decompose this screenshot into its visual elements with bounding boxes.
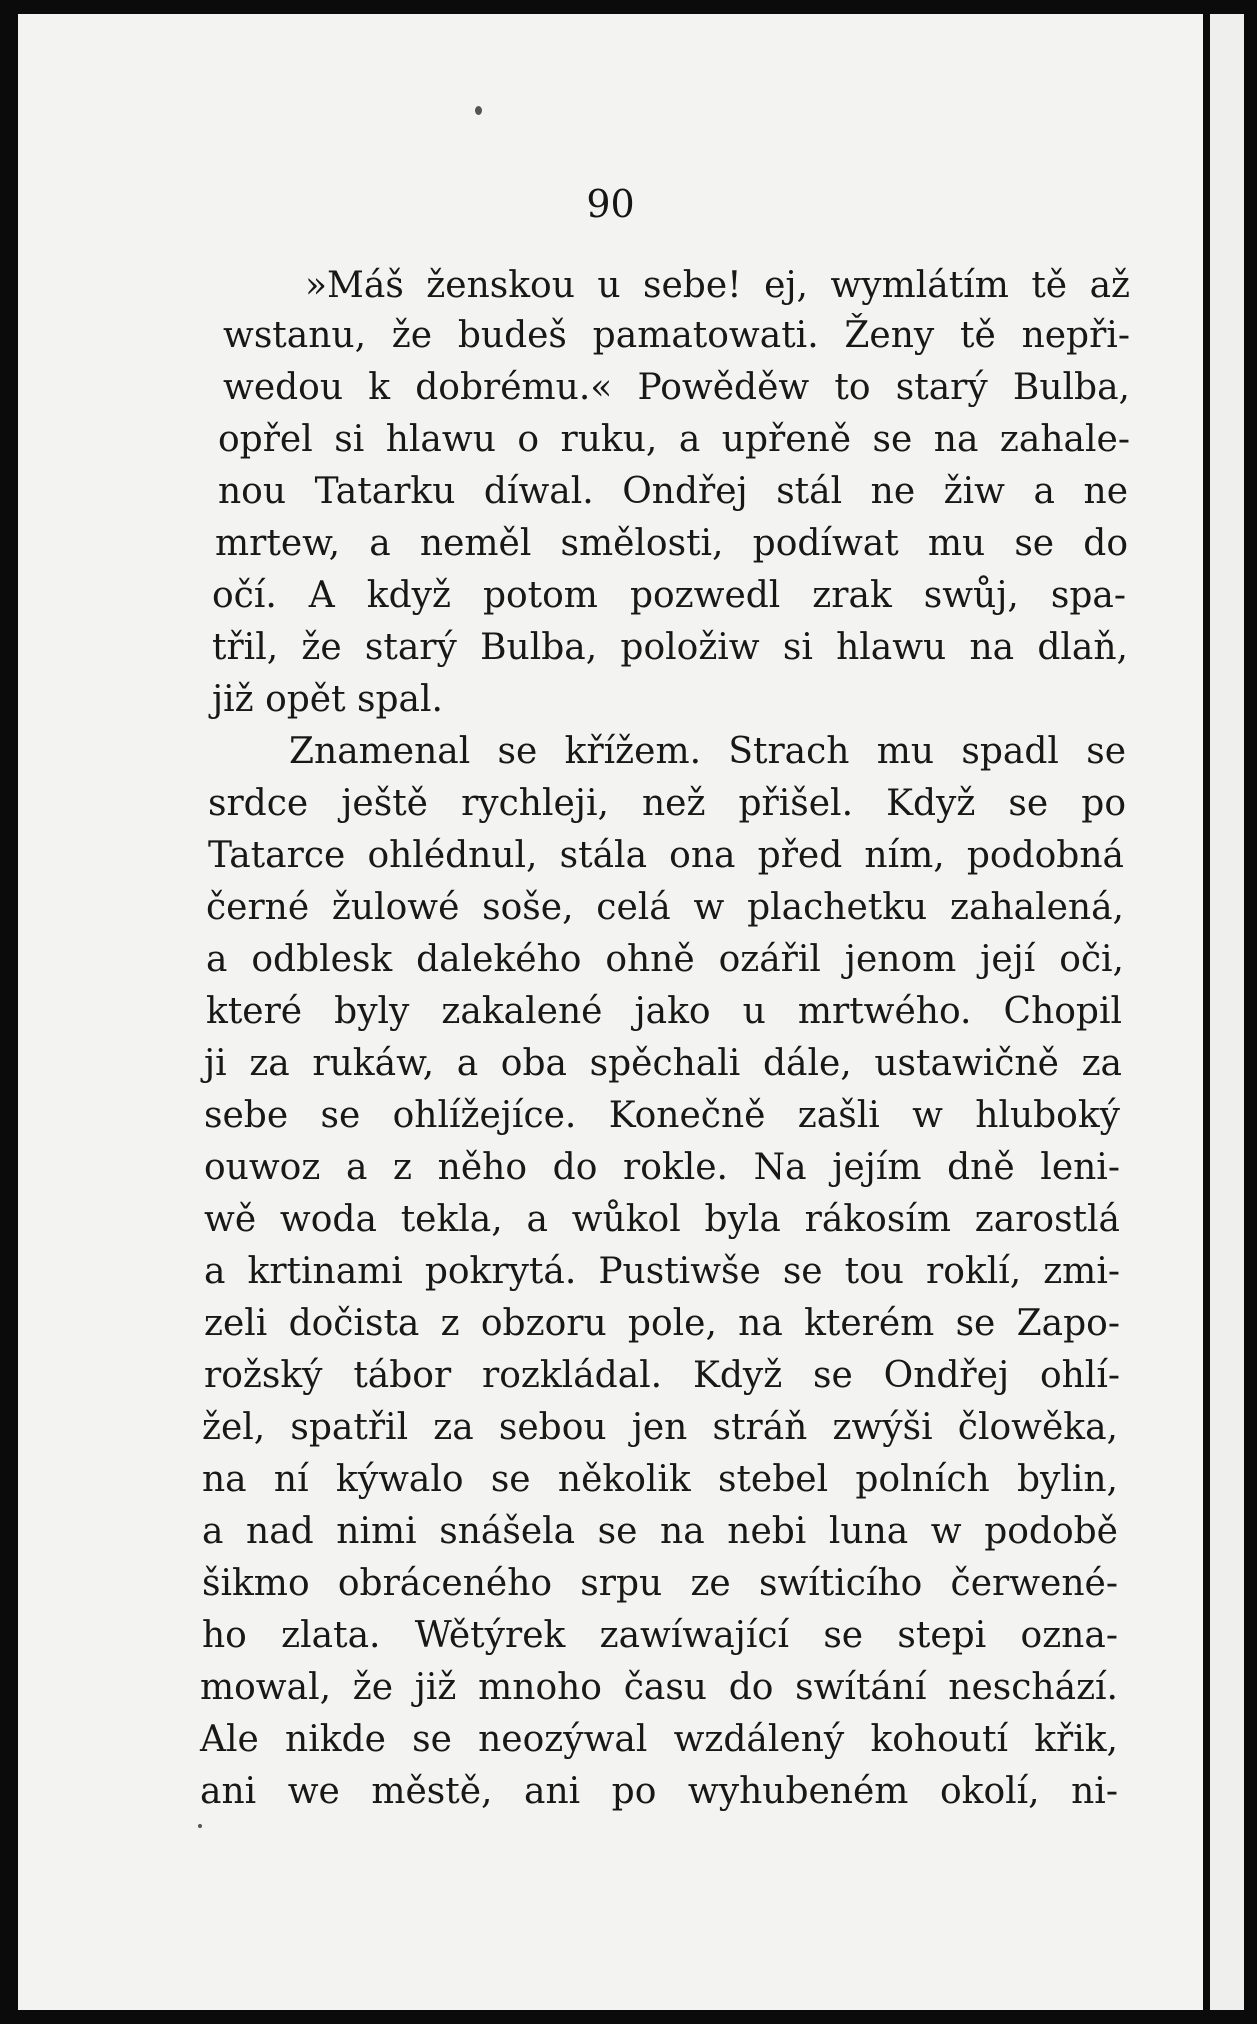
text-line: Tatarce ohlédnul, stála ona před ním, podobná <box>208 835 1124 876</box>
text-line: »Máš ženskou u sebe! ej, wymlátím tě až <box>305 265 1130 306</box>
text-line: a nad nimi snášela se na nebi luna w podobě <box>202 1511 1118 1552</box>
text-line: třil, že starý Bulba, položiw si hlawu na dlaň, <box>212 627 1128 668</box>
text-line: a odblesk dalekého ohně ozářil jenom její oči, <box>206 939 1124 980</box>
text-line: wstanu, že budeš pamatowati. Ženy tě nepři- <box>223 315 1130 356</box>
text-line: mowal, že již mnoho času do swítání neschází. <box>200 1667 1118 1708</box>
text-line: šikmo obráceného srpu ze swíticího čerwené- <box>202 1563 1118 1604</box>
text-line: na ní kýwalo se několik stebel polních bylin, <box>202 1459 1118 1500</box>
text-line: rožský tábor rozkládal. Když se Ondřej ohlí- <box>204 1355 1120 1396</box>
text-line: již opět spal. <box>212 679 443 720</box>
text-line: srdce ještě rychleji, než přišel. Když se po <box>208 783 1126 824</box>
text-line: očí. A když potom pozwedl zrak swůj, spa- <box>212 575 1126 616</box>
page-number: 90 <box>586 182 635 226</box>
book-page <box>18 14 1203 2010</box>
text-line: zeli dočista z obzoru pole, na kterém se Zapo- <box>204 1303 1120 1344</box>
text-line: Ale nikde se neozýwal wzdálený kohoutí křik, <box>200 1719 1118 1760</box>
page-speck <box>198 1824 202 1828</box>
text-line: Znamenal se křížem. Strach mu spadl se <box>289 731 1126 772</box>
text-line: černé žulowé soše, celá w plachetku zahalená, <box>206 887 1124 928</box>
page-speck <box>475 106 482 115</box>
text-line: opřel si hlawu o ruku, a upřeně se na zahale- <box>218 419 1130 460</box>
text-line: nou Tatarku díwal. Ondřej stál ne žiw a ne <box>218 471 1128 512</box>
text-line: sebe se ohlížejíce. Konečně zašli w hluboký <box>204 1095 1120 1136</box>
text-line: wě woda tekla, a wůkol byla rákosím zarostlá <box>204 1199 1120 1240</box>
text-line: ouwoz a z něho do rokle. Na jejím dně leni- <box>204 1147 1120 1188</box>
text-line: mrtew, a neměl smělosti, podíwat mu se do <box>215 523 1128 564</box>
text-line: wedou k dobrému.« Powěděw to starý Bulba, <box>223 367 1130 408</box>
text-line: žel, spatřil za sebou jen stráň zwýši člowěka, <box>202 1407 1118 1448</box>
text-line: které byly zakalené jako u mrtwého. Chopil <box>206 991 1122 1032</box>
text-line: ji za rukáw, a oba spěchali dále, ustawičně za <box>204 1043 1122 1084</box>
adjacent-page-edge <box>1210 14 1244 2010</box>
text-line: a krtinami pokrytá. Pustiwše se tou roklí, zmi- <box>204 1251 1120 1292</box>
text-line: ani we městě, ani po wyhubeném okolí, ni- <box>200 1771 1118 1812</box>
text-line: ho zlata. Wětýrek zawíwající se stepi ozna- <box>202 1615 1118 1656</box>
